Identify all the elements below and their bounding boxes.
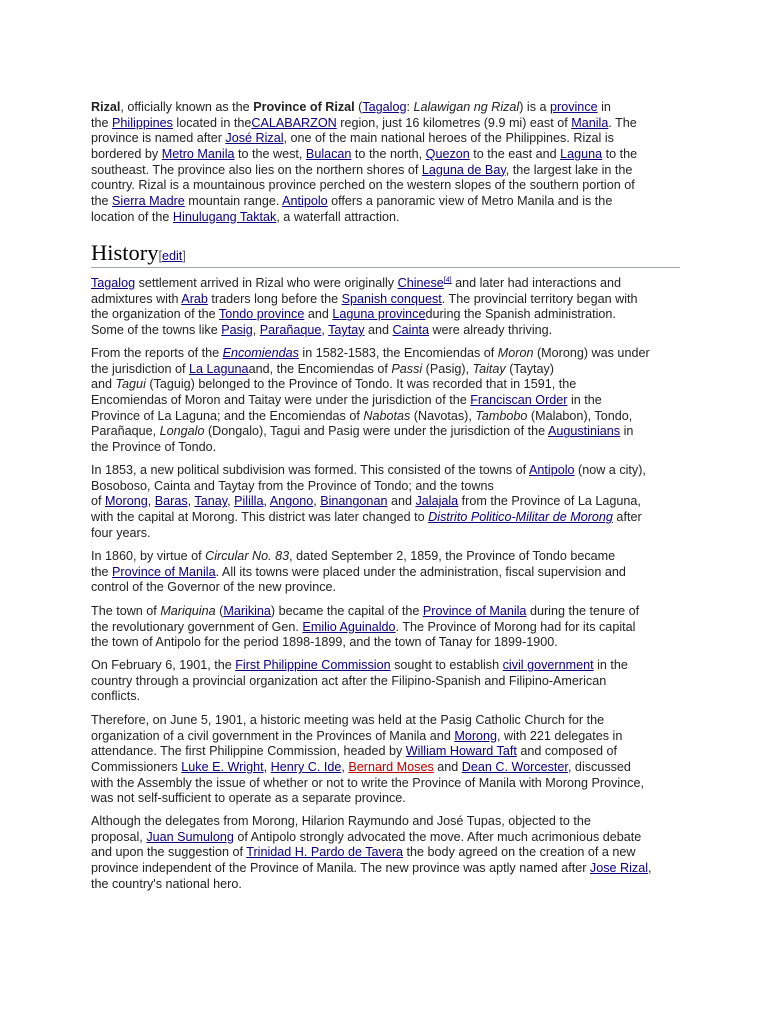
history-paragraph-7: Therefore, on June 5, 1901, a historic meeting was held at the Pasig Catholic Church for the organization of a civil government in the Provinces of Manila and Morong, with 221 delegates in attendance. The first Philippine Commission, headed by William Howard Taft and composed of Commissioners Luke E. Wright, Henry C. Ide, Bernard Moses and Dean C. Worcester, discussed with the Assembly the issue of whether or not to write the Province of Manila with Morong Province, was not self-sufficient to operate as a separate province.: [91, 713, 644, 806]
link-encomiendas[interactable]: Encomiendas: [222, 346, 299, 360]
link-luke-e-wright[interactable]: Luke E. Wright: [181, 760, 264, 775]
subject-name: Rizal: [91, 100, 121, 114]
link-hinulugang-taktak[interactable]: Hinulugang Taktak: [172, 209, 277, 224]
link-binangonan[interactable]: Binangonan: [320, 494, 388, 509]
link-chinese[interactable]: Chinese: [397, 276, 444, 290]
link-first-philippine-commission[interactable]: First Philippine Commission: [235, 658, 391, 672]
link-dean-c-worcester[interactable]: Dean C. Worcester: [461, 760, 568, 775]
tagalog-name: Lalawigan ng Rizal: [413, 100, 520, 114]
link-baras[interactable]: Baras: [154, 494, 188, 509]
link-henry-c-ide[interactable]: Henry C. Ide: [270, 760, 342, 775]
history-paragraph-5: The town of Mariquina (Marikina) became the capital of the Province of Manila during the tenure of the revolutionary government of Gen. Emilio Aguinaldo. The Province of Morong had for its capital the town of Antipolo for the period 1898-1899, and the town of Tanay for 1899-1900.: [91, 604, 640, 650]
link-calabarzon[interactable]: CALABARZON: [251, 115, 337, 130]
link-tagalog[interactable]: Tagalog: [362, 100, 407, 114]
link-taytay[interactable]: Taytay: [328, 323, 365, 338]
link-cainta[interactable]: Cainta: [392, 323, 429, 338]
link-pililla[interactable]: Pililla: [234, 494, 264, 509]
intro-paragraph: Rizal, officially known as the Province of Rizal (Tagalog: Lalawigan ng Rizal) is a province in the Philippines located in theCALABARZON region, just 16 kilometres (9.9 mi) east of Manila. The province is named after José Rizal, one of the main national heroes of the Philippines. Rizal is bordered by Metro Manila to the west, Bulacan to the north, Quezon to the east and Laguna to the southeast. The province also lies on the northern shores of Laguna de Bay, the largest lake in the country. Rizal is a mountainous province perched on the western slopes of the southern portion of the Sierra Madre mountain range. Antipolo offers a panoramic view of Metro Manila and is the location of the Hinulugang Taktak, a waterfall attraction.: [91, 100, 638, 224]
link-sierra-madre[interactable]: Sierra Madre: [112, 194, 185, 209]
link-tagalog-people[interactable]: Tagalog: [91, 276, 136, 290]
link-antipolo-city[interactable]: Antipolo: [529, 463, 575, 477]
link-civil-government[interactable]: civil government: [502, 658, 594, 672]
link-laguna-de-bay[interactable]: Laguna de Bay: [421, 162, 506, 177]
history-paragraph-8: Although the delegates from Morong, Hilarion Raymundo and José Tupas, objected to the proposal, Juan Sumulong of Antipolo strongly advocated the move. After much acrimonious debate and upon the suggestion of Trinidad H. Pardo de Tavera the body agreed on the creation of a new province independent of the Province of Manila. The new province was aptly named after Jose Rizal, the country's national hero.: [91, 814, 652, 891]
link-marikina[interactable]: Marikina: [223, 604, 271, 618]
link-william-howard-taft[interactable]: William Howard Taft: [405, 744, 517, 759]
link-jalajala[interactable]: Jalajala: [415, 494, 459, 509]
link-trinidad-pardo-de-tavera[interactable]: Trinidad H. Pardo de Tavera: [246, 845, 404, 860]
link-laguna[interactable]: Laguna: [560, 147, 603, 162]
link-jose-rizal-hero[interactable]: Jose Rizal: [589, 861, 649, 876]
edit-link[interactable]: edit: [162, 249, 183, 263]
link-la-laguna[interactable]: La Laguna: [189, 361, 249, 376]
history-paragraph-3: In 1853, a new political subdivision was formed. This consisted of the towns of Antipolo (now a city), Bosoboso, Cainta and Taytay from the Province of Tondo; and the towns of Morong, Baras, Tanay, Pililla, Angono, Binangonan and Jalajala from the Province of La Laguna, with the capital at Morong. This district was later changed to Distrito Politico-Militar de Morong after four years.: [91, 463, 646, 540]
link-antipolo[interactable]: Antipolo: [282, 194, 328, 209]
link-jose-rizal[interactable]: José Rizal: [225, 131, 284, 146]
history-paragraph-1: Tagalog settlement arrived in Rizal who were originally Chinese[4] and later had interactions and admixtures with Arab traders long before the Spanish conquest. The provincial territory began with the organization of the Tondo province and Laguna provinceduring the Spanish administration. Some of the towns like Pasig, Parañaque, Taytay and Cainta were already thriving.: [91, 276, 638, 338]
history-paragraph-4: In 1860, by virtue of Circular No. 83, dated September 2, 1859, the Province of Tondo became the Province of Manila. All its towns were placed under the administration, fiscal supervision and control of the Governor of the new province.: [91, 549, 626, 595]
link-pasig[interactable]: Pasig: [221, 323, 253, 338]
link-bulacan[interactable]: Bulacan: [305, 147, 352, 162]
link-tondo-province[interactable]: Tondo province: [218, 307, 305, 322]
link-morong[interactable]: Morong: [105, 494, 148, 509]
link-province-of-manila[interactable]: Province of Manila: [112, 564, 216, 579]
link-metro-manila[interactable]: Metro Manila: [161, 147, 235, 162]
link-spanish-conquest[interactable]: Spanish conquest: [341, 291, 442, 306]
edit-section: [edit]: [158, 249, 186, 263]
link-morong-province[interactable]: Morong: [454, 728, 498, 743]
link-quezon[interactable]: Quezon: [425, 147, 470, 162]
link-tanay[interactable]: Tanay: [194, 494, 228, 509]
link-juan-sumulong[interactable]: Juan Sumulong: [146, 829, 234, 844]
link-augustinians[interactable]: Augustinians: [547, 424, 621, 439]
link-franciscan-order[interactable]: Franciscan Order: [470, 393, 568, 408]
link-province-of-manila-2[interactable]: Province of Manila: [422, 604, 527, 618]
link-distrito-politico-militar[interactable]: Distrito Politico-Militar de Morong: [428, 510, 613, 525]
link-emilio-aguinaldo[interactable]: Emilio Aguinaldo: [302, 619, 396, 634]
history-paragraph-2: From the reports of the Encomiendas in 1582-1583, the Encomiendas of Moron (Morong) was under the jurisdiction of La Lagunaand, the Encomiendas of Passi (Pasig), Taitay (Taytay) and Tagui (Taguig) belonged to the Province of Tondo. It was recorded that in 1591, the Encomiendas of Moron and Taitay were under the jurisdiction of the Franciscan Order in the Province of La Laguna; and the Encomiendas of Nabotas (Navotas), Tambobo (Malabon), Tondo, Parañaque, Longalo (Dongalo), Tagui and Pasig were under the jurisdiction of the Augustinians in the Province of Tondo.: [91, 346, 650, 455]
section-title: History: [91, 240, 159, 265]
link-province[interactable]: province: [550, 100, 598, 114]
history-paragraph-6: On February 6, 1901, the First Philippine Commission sought to establish civil government in the country through a provincial organization act after the Filipino-Spanish and Filipino-American conflicts.: [91, 658, 628, 704]
link-manila[interactable]: Manila: [571, 115, 609, 130]
link-angono[interactable]: Angono: [269, 494, 314, 509]
link-laguna-province[interactable]: Laguna province: [332, 307, 426, 322]
official-name: Province of Rizal: [253, 100, 355, 114]
reference-4[interactable]: [4]: [443, 277, 452, 284]
link-bernard-moses[interactable]: Bernard Moses: [348, 760, 434, 775]
link-arab[interactable]: Arab: [181, 291, 208, 306]
history-heading: [91, 240, 680, 268]
link-philippines[interactable]: Philippines: [112, 115, 173, 130]
link-paranaque[interactable]: Parañaque: [259, 323, 322, 338]
